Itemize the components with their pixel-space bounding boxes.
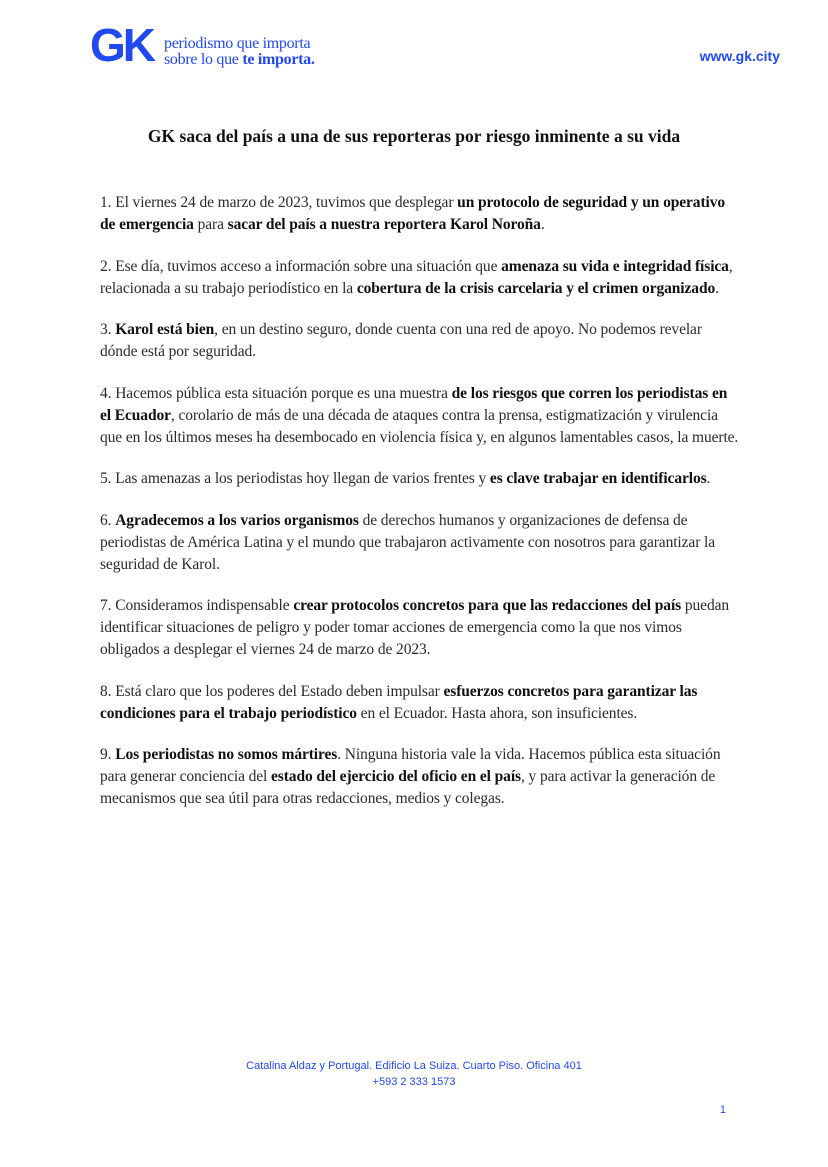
body-text: 9.	[100, 746, 116, 763]
body-text: de derechos humanos y organizaciones de defensa de periodistas de América Latina y el mundo que trabajaron activamente con nosotros para garantizar la seguridad de Karol.	[100, 511, 716, 573]
body-text: , relacionada a su trabajo periodístico en la	[100, 257, 733, 297]
paragraph-6	[100, 510, 740, 576]
site-url[interactable]: www.gk.city	[699, 48, 780, 64]
paragraph-1	[100, 192, 740, 236]
body-text: 7. Consideramos indispensable	[100, 597, 294, 614]
bold-text: de los riesgos que corren los periodistas en el Ecuador	[100, 384, 728, 424]
body-text: 6.	[100, 511, 116, 529]
body-text: , corolario de más de una década de ataques contra la prensa, estigmatización y virulencia que en los últimos meses ha desembocado en violencia física y, en algunos lamentables casos, la muerte.	[100, 406, 739, 446]
brand-tagline	[164, 36, 315, 68]
body-text: en el Ecuador. Hasta ahora, son insuficientes.	[356, 704, 638, 722]
paragraph-9	[100, 744, 740, 810]
bold-text: cobertura de la crisis carcelaria y el crimen organizado	[356, 279, 716, 297]
tagline-line-1: periodismo que importa	[164, 35, 311, 52]
page-footer	[0, 1058, 828, 1090]
footer-address: Catalina Aldaz y Portugal. Edificio La Suiza. Cuarto Piso. Oficina 401	[246, 1060, 582, 1072]
body-text: 1. El viernes 24 de marzo de 2023, tuvimos que desplegar	[100, 194, 458, 211]
body-text: 4. Hacemos pública esta situación porque es una muestra	[100, 384, 452, 402]
body-text: 3.	[100, 321, 116, 338]
body-text: para	[193, 216, 228, 233]
bold-text: estado del ejercicio del oficio en el país	[271, 768, 521, 785]
bold-text: es clave trabajar en identificarlos	[489, 470, 707, 487]
bold-text: Karol está bien	[115, 321, 215, 338]
body-text: 2. Ese día, tuvimos acceso a información sobre una situación que	[100, 257, 502, 275]
paragraph-2	[100, 256, 740, 300]
gk-logo: GK	[90, 19, 153, 71]
body-text: , en un destino seguro, donde cuenta con una red de apoyo. No podemos revelar dónde está por seguridad.	[100, 321, 702, 360]
body-text: .	[540, 216, 545, 233]
page-header	[0, 0, 828, 90]
paragraph-4	[100, 383, 740, 449]
footer-phone: +593 2 333 1573	[372, 1076, 456, 1088]
body-text: , y para activar la generación de mecanismos que sea útil para otras redacciones, medios y colegas.	[100, 768, 716, 807]
tagline-line-2	[164, 52, 315, 68]
page-number: 1	[719, 1104, 726, 1116]
bold-text: esfuerzos concretos para garantizar las condiciones para el trabajo periodístico	[100, 682, 698, 722]
bold-text: Los periodistas no somos mártires	[115, 746, 338, 763]
body-text: .	[706, 470, 711, 487]
paragraph-8	[100, 681, 740, 725]
document-title: GK saca del país a una de sus reporteras por riesgo inminente a su vida	[147, 126, 681, 146]
tagline-line-2-prefix: sobre lo que	[164, 51, 243, 68]
bold-text: sacar del país a nuestra reportera Karol Noroña	[227, 216, 541, 233]
document-body	[100, 192, 740, 830]
paragraph-3	[100, 319, 740, 363]
body-text: . Ninguna historia vale la vida. Hacemos pública esta situación para generar conciencia del	[100, 746, 721, 785]
body-text: 8. Está claro que los poderes del Estado deben impulsar	[100, 682, 444, 700]
paragraph-7	[100, 595, 740, 661]
body-text: 5. Las amenazas a los periodistas hoy llegan de varios frentes y	[100, 470, 490, 487]
bold-text: un protocolo de seguridad y un operativo de emergencia	[100, 194, 726, 233]
tagline-emphasis: te importa.	[242, 51, 315, 68]
bold-text: Agradecemos a los varios organismos	[115, 511, 359, 529]
body-text: puedan identificar situaciones de peligro y poder tomar acciones de emergencia como la que nos vimos obligados a desplegar el viernes 24 de marzo de 2023.	[100, 597, 730, 658]
bold-text: amenaza su vida e integridad física	[501, 257, 729, 275]
body-text: .	[715, 279, 719, 297]
bold-text: crear protocolos concretos para que las redacciones del país	[293, 597, 682, 614]
paragraph-5	[100, 468, 740, 490]
